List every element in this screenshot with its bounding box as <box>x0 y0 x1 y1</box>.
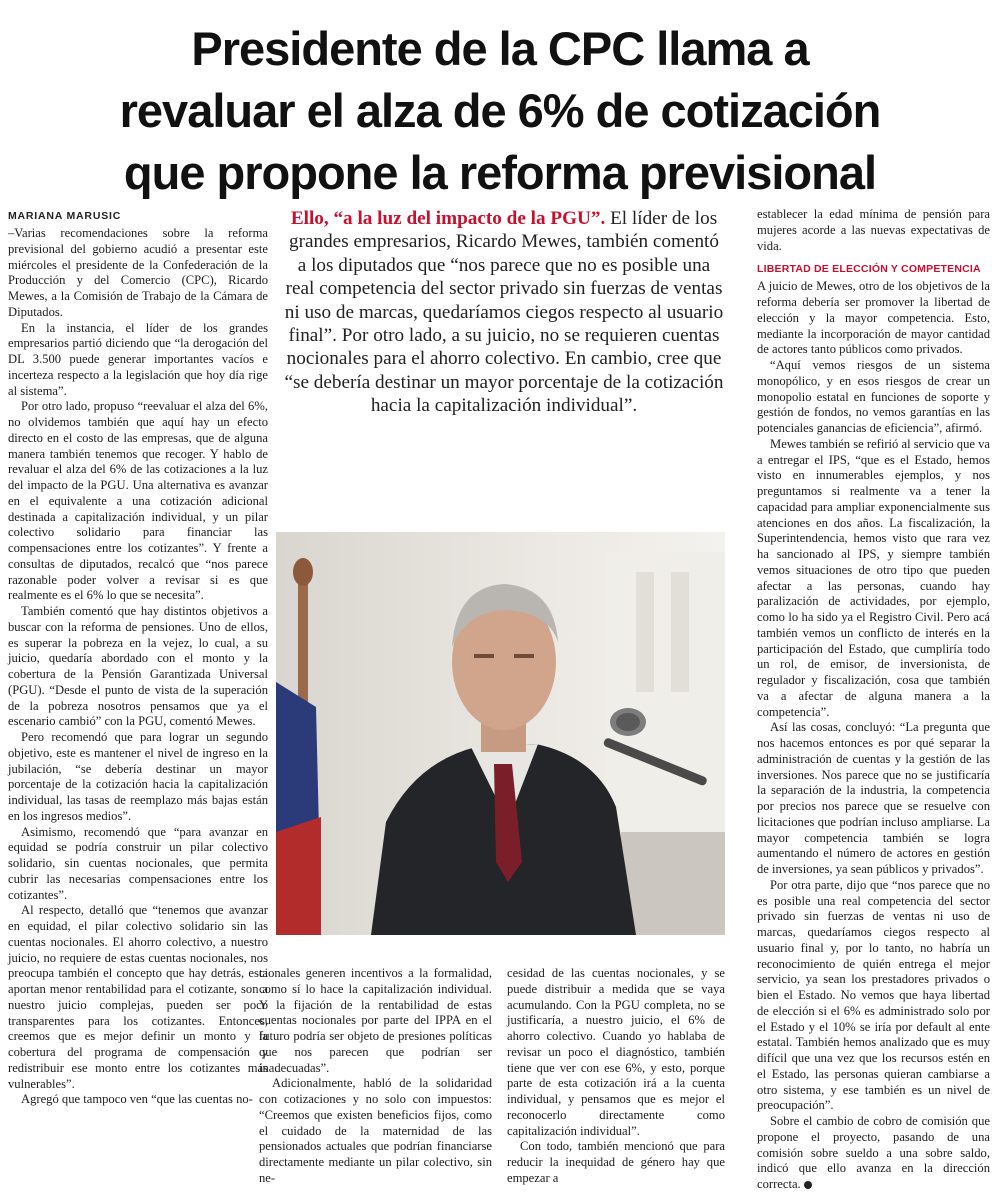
end-of-article-mark <box>804 1181 812 1189</box>
paragraph: Asimismo, recomendó que “para avanzar en equidad se podría construir un pilar colectivo solidario, sin cuentas nocionales, que permita cubrir las necesarias compensaciones entre los cotizantes”. <box>8 824 268 902</box>
headline-line-3: que propone la reforma previsional <box>123 146 877 199</box>
article-column-1 <box>8 210 268 1108</box>
headline <box>40 18 960 204</box>
paragraph: Mewes también se refirió al servicio que va a entregar el IPS, “que es el Estado, hemos visto en innumerables ejemplos, y nos preguntamos si realmente va a tener la capacidad para ampliar exponencialmente sus atenciones en dos años. La fiscalización, la Superintendencia, hemos visto que rara vez ha sancionado al IPS, y siempre también vemos situaciones de otro tipo que pueden afectar a las personas, cuando hay paralización de actividades, por ejemplo, como lo ha sido ya el Registro Civil. Pero acá también vemos un conflicto de interés en la participación del Estado, que cumpliría todo un rol, de emisor, de inversionista, de regulador y fiscalización, cosa que también va a afectar de alguna manera a la competencia”. <box>757 436 990 719</box>
paragraph: Al respecto, detalló que “tenemos que avanzar en equidad, el pilar colectivo solidario sin las cuentas nocionales. El ahorro colectivo, a nuestro juicio, no requiere de estas cuentas nocionales, nos preocupa también el concepto que hay detrás, esta aportan menor rentabilidad para el cotizante, son a nuestro juicio complejas, pueden ser poco transparentes para los cotizantes. Entonces, creemos que es mejor definir un monto y la cobertura del programa de compensación y redistribuir ese monto entre los cotizantes más vulnerables”. <box>8 903 268 1091</box>
article-column-3 <box>507 966 725 1187</box>
paragraph-last-text: Sobre el cambio de cobro de comisión que propone el proyecto, pasando de una comisión sobre sueldo a una sobre saldo, indicó que ello avanza en la dirección correcta. <box>757 1114 990 1191</box>
paragraph: establecer la edad mínima de pensión para mujeres acorde a las nuevas expectativas de vida. <box>757 207 990 253</box>
speaker-illustration <box>276 532 725 935</box>
paragraph: Agregó que tampoco ven “que las cuentas no- <box>21 1092 253 1107</box>
article-column-4 <box>757 207 990 1193</box>
paragraph: Adicionalmente, habló de la solidaridad con cotizaciones y no solo con impuestos: “Creemos que existen beneficios fijos, como el cuidado de la maternidad de las pensionados actuales que podrían financiarse directamente mediante un pilar colectivo, sin ne- <box>259 1076 492 1185</box>
paragraph: cionales generen incentivos a la formalidad, como sí lo hace la capitalización individual. Y la fijación de la rentabilidad de estas cuentas nocionales por parte del IPPA en el futuro podría ser objeto de presiones políticas que nos parecen que podrían ser inadecuadas”. <box>259 966 492 1075</box>
pull-quote-lead: Ello, “a la luz del impacto de la PGU”. <box>290 208 606 229</box>
byline: MARIANA MARUSIC <box>8 210 122 222</box>
paragraph: A juicio de Mewes, otro de los objetivos de la reforma debería ser promover la libertad de elección y la mayor competencia. Esto, mediante la incorporación de mayor cantidad de actores tanto públicos como privados. <box>757 279 990 357</box>
speaker-photo <box>276 532 725 935</box>
headline-line-2: revaluar el alza de 6% de cotización <box>119 84 881 137</box>
paragraph: También comentó que hay distintos objetivos a buscar con la reforma de pensiones. Uno de ellos, es superar la pobreza en la vejez, lo cual, a su juicio, quedaría abordado con el monto y la cobertura de la Pensión Garantizada Universal (PGU). “Desde el punto de vista de la superación de la pobreza nosotros pensamos que ya el escenario cambió” con la PGU, comentó Mewes. <box>8 604 268 729</box>
paragraph: Por otra parte, dijo que “nos parece que no es posible una real competencia del sector privado sin fuerzas de ventas ni uso de marcas, quedaríamos ciegos respecto al usuario final y, por lo tanto, no habría un reconocimiento de quién entrega el mejor servicio, ya sean los prestadores privados o bien el Estado. No vemos que haya libertad de elección si el 6% es administrado solo por el Estado y el 10% se iría por default al ente estatal. También hemos analizado que es muy difícil que una vez que los recursos estén en el Estado, las personas quieran cambiarse a otro sistema, y ese también es un nivel de preocupación”. <box>757 877 990 1113</box>
paragraph: “Aquí vemos riesgos de un sistema monopólico, y en esos riesgos de crear un monopolio estatal en funciones de soporte y gestión de fondos, no vemos garantías en las potenciales ganancias de eficiencia”, afirmó. <box>757 358 990 435</box>
headline-line-1: Presidente de la CPC llama a <box>191 22 809 75</box>
paragraph: cesidad de las cuentas nocionales, y se puede distribuir a medida que se vaya acumulando. Con la PGU completa, no se justificaría, a nuestro juicio, el 6% de ahorro colectivo. Cuando yo hablaba de revisar un poco el diagnóstico, también tiene que ver con ese 6%, y esto, porque parte de esta cotización irá a la cuenta individual, y pensamos que es mejor el reconocerlo directamente como capitalización individual”. <box>507 966 725 1138</box>
paragraph: Con todo, también mencionó que para reducir la inequidad de género hay que empezar a <box>507 1139 725 1185</box>
paragraph: Por otro lado, propuso “reevaluar el alza del 6%, no olvidemos también que aquí hay un efecto directo en el costo de las empresas, que de alguna manera también tenemos que recoger. Y hablo de revaluar el alza del 6% de las cotizaciones a la luz del impacto de la PGU. Una alternativa es avanzar en el equivalente a una cotización adicional destinada a capitalización individual, y un pilar colectivo solidario para financiar las compensaciones entre los cotizantes”. Y frente a consultas de diputados, recalcó que “nos parece razonable poder volver a revisar si es que realmente es el 6% lo que se necesita”. <box>8 399 268 603</box>
paragraph: –Varias recomendaciones sobre la reforma previsional del gobierno acudió a presentar este miércoles el presidente de la Confederación de la Producción y del Comercio (CPC), Ricardo Mewes, a la Comisión de Trabajo de la Cámara de Diputados. <box>8 226 268 319</box>
pull-quote <box>283 207 725 418</box>
paragraph: En la instancia, el líder de los grandes empresarios partió diciendo que “la derogación del DL 3.500 puede generar importantes vacíos e incerteza respecto a la legislación que hoy día rige al sistema”. <box>8 320 268 398</box>
paragraph: Pero recomendó que para lograr un segundo objetivo, este es mantener el nivel de ingreso en la jubilación, “se debería destinar un mayor porcentaje de la cotización hacia la capitalización individual, las tasas de reemplazo más bajas están en los ingresos medios”. <box>8 730 268 823</box>
paragraph: Así las cosas, concluyó: “La pregunta que nos hacemos entonces es por qué separar la administración de cuentas y la gestión de las inversiones. Nos parece que no se justificaría la separación de la industria, la competencia por precios nos parece que se resuelve con licitaciones que podrían incluso ampliarse. La mayor competencia también se logra aumentando el número de actores en gestión de inversiones, ya sean públicos y privados”. <box>757 720 990 876</box>
pull-quote-text: El líder de los grandes empresarios, Ricardo Mewes, también comentó a los diputados que “nos parece que no es posible una real competencia del sector privado sin fuerzas de ventas ni uso de marcas, quedaríamos ciegos respecto al usuario final”. Por otro lado, a su juicio, no se requieren cuentas nocionales para el ahorro colectivo. En cambio, cree que “se debería destinar un mayor porcentaje de la cotización hacia la capitalización individual”. <box>284 208 724 417</box>
section-subhead: LIBERTAD DE ELECCIÓN Y COMPETENCIA <box>757 263 981 276</box>
article-column-2 <box>259 966 492 1187</box>
paragraph-last <box>757 1114 990 1193</box>
